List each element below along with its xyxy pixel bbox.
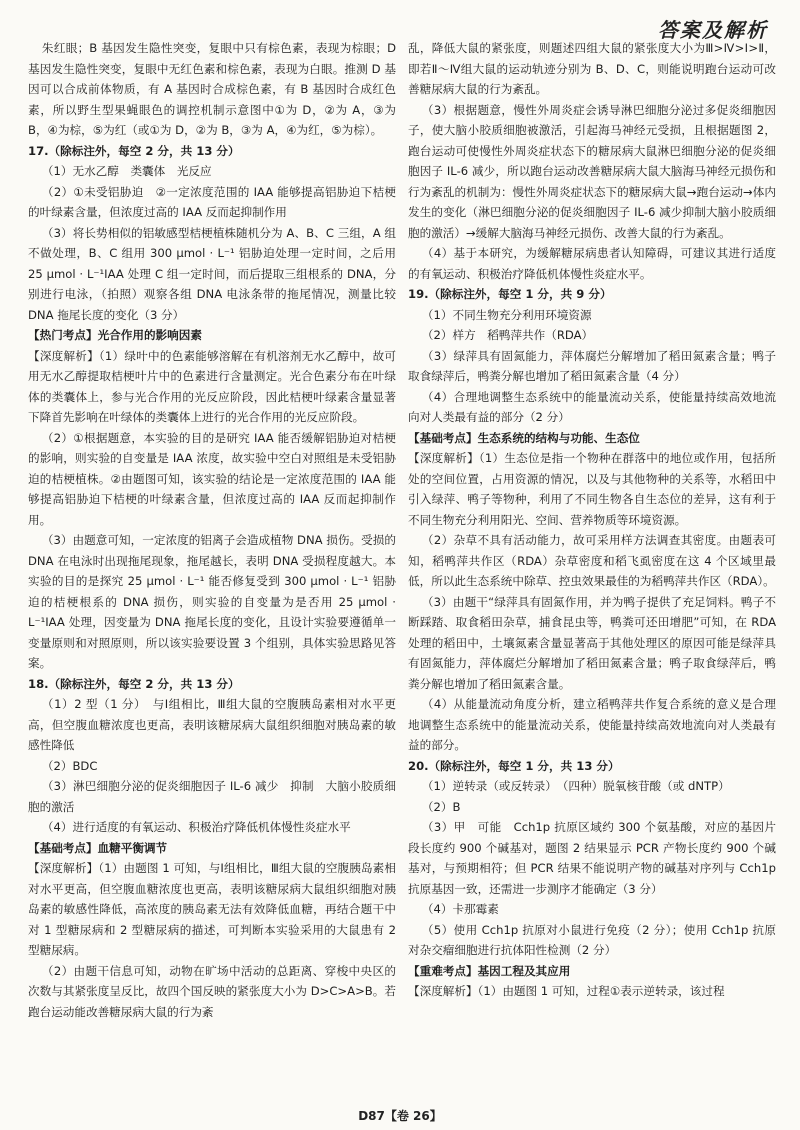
question-18-heading: 18.（除标注外，每空 2 分，共 13 分） <box>28 676 240 691</box>
answer-line: （4）合理地调整生态系统中的能量流动关系，使能量持续高效地流向对人类最有益的部分（2 分） <box>408 389 776 424</box>
answer-line: （3）绿萍具有固氮能力，萍体腐烂分解增加了稻田氮素含量；鸭子取食绿萍后，鸭粪分解也增加了稻田氮素含量（4 分） <box>408 348 776 383</box>
answer-line: （2）①未受铝胁迫 ②一定浓度范围的 IAA 能够提高铝胁迫下桔梗的叶绿素含量，但浓度过高的 IAA 反而起抑制作用 <box>28 184 396 219</box>
left-column <box>28 38 396 1022</box>
answer-line: （1）无水乙醇 类囊体 光反应 <box>41 164 212 178</box>
answer-line: （1）逆转录（或反转录） （四种）脱氧核苷酸（或 dNTP） <box>421 779 730 793</box>
analysis-paragraph: （4）从能量流动角度分析，建立稻鸭萍共作复合系统的意义是合理地调整生态系统中的能量流动关系，使能量持续高效地流向对人类最有益的部分。 <box>408 697 776 752</box>
answer-line: （3）甲 可能 Cch1p 抗原区域约 300 个氨基酸，对应的基因片段长度约 900 个碱基对，题图 2 结果显示 PCR 产物长度约 900 个碱基对，与预期相符；但 PCR 结果不能说明产物的碱基对序列与 Cch1p 抗原基因一致，还需进一步测序才能确定（3 分） <box>408 820 776 896</box>
key-point-tag: 【重难考点】基因工程及其应用 <box>408 963 571 978</box>
analysis-paragraph: （3）由题意可知，一定浓度的铝离子会造成植物 DNA 损伤。受损的 DNA 在电泳时出现拖尾现象，拖尾越长，表明 DNA 受损程度越大。本实验的目的是探究 25 μmol · L⁻¹ 能否修复受到 300 μmol · L⁻¹ 铝胁迫的桔梗根系的 DNA 损伤，则实验的自变量为是否用 25 μmol · L⁻¹IAA 处理，因变量为 DNA 拖尾长度的变化，且设计实验要遵循单一变量原则和对照原则，所以该实验要设置 3 个组别，具体实验思路见答案。 <box>28 533 396 670</box>
question-20-heading: 20.（除标注外，每空 1 分，共 13 分） <box>408 758 620 773</box>
paragraph: 朱红眼；B 基因发生隐性突变，复眼中只有棕色素，表现为棕眼；D 基因发生隐性突变，复眼中无红色素和棕色素，表现为白眼。推测 D 基因可以合成前体物质，有 A 基因时合成棕色素，有 B 基因时合成红色素，所以野生型果蝇眼色的调控机制示意图中①为 D，②为 A，③为 B，④为棕，⑤为红（或①为 D，②为 B，③为 A，④为红，⑤为棕）。 <box>28 41 396 137</box>
key-point-tag: 【热门考点】光合作用的影响因素 <box>28 328 202 342</box>
analysis-paragraph: 【深度解析】（1）由题图 1 可知，过程①表示逆转录，该过程 <box>408 984 725 998</box>
key-point-tag: 【基础考点】生态系统的结构与功能、生态位 <box>408 430 640 445</box>
right-column <box>408 38 776 1002</box>
page-number: D87【卷 26】 <box>358 1109 442 1123</box>
answer-line: （1）2 型（1 分） 与Ⅰ组相比，Ⅲ组大鼠的空腹胰岛素相对水平更高，但空腹血糖浓度也更高，表明该糖尿病大鼠组织细胞对胰岛素的敏感性降低 <box>28 697 396 752</box>
answer-line: （2）样方 稻鸭萍共作（RDA） <box>421 328 594 342</box>
answer-line: （4）进行适度的有氧运动、积极治疗降低机体慢性炎症水平 <box>41 820 351 834</box>
analysis-paragraph: 【深度解析】（1）由题图 1 可知，与Ⅰ组相比，Ⅲ组大鼠的空腹胰岛素相对水平更高，但空腹血糖浓度也更高，表明该糖尿病大鼠组织细胞对胰岛素的敏感性降低，高浓度的胰岛素无法有效降低血糖，再结合题干中对 1 型糖尿病和 2 型糖尿病的描述，可判断本实验采用的大鼠患有 2 型糖尿病。 <box>28 861 396 957</box>
analysis-paragraph: （2）由题干信息可知，动物在旷场中活动的总距离、穿梭中央区的次数与其紧张度呈反比，故四个国反映的紧张度大小为 D>C>A>B。若跑台运动能改善糖尿病大鼠的行为紊 <box>28 963 396 1019</box>
analysis-paragraph: （3）由题干“绿萍具有固氮作用，并为鸭子提供了充足饲料。鸭子不断踩踏、取食稻田杂草，捕食昆虫等，鸭粪可还田增肥”可知，在 RDA 处理的稻田中，土壤氮素含量显著高于其他处理区的原因可能是绿萍具有固氮能力，萍体腐烂分解增加了稻田氮素含量；鸭子取食绿萍后，鸭粪分解也增加了稻田氮素含量。 <box>408 594 776 691</box>
answer-line: （5）使用 Cch1p 抗原对小鼠进行免疫（2 分）；使用 Cch1p 抗原对杂交瘤细胞进行抗体阳性检测（2 分） <box>408 922 776 957</box>
answer-line: （3）淋巴细胞分泌的促炎细胞因子 IL-6 减少 抑制 大脑小胶质细胞的激活 <box>28 779 396 814</box>
analysis-paragraph: 【深度解析】（1）生态位是指一个物种在群落中的地位或作用，包括所处的空间位置，占用资源的情况，以及与其他物种的关系等，水稻田中引入绿萍、鸭子等物种，利用了不同生物各自生态位的差异，这有利于不同生物充分利用阳光、空间、营养物质等环境资源。 <box>408 451 776 527</box>
answer-line: （2）B <box>421 799 461 814</box>
header-title: 答案及解析 <box>658 18 768 42</box>
answer-line: （1）不同生物充分利用环境资源 <box>421 307 592 322</box>
key-point-tag: 【基础考点】血糖平衡调节 <box>28 840 168 855</box>
question-19-heading: 19.（除标注外，每空 1 分，共 9 分） <box>408 287 612 301</box>
answer-line: （2）BDC <box>41 758 98 773</box>
analysis-paragraph: 【深度解析】（1）绿叶中的色素能够溶解在有机溶剂无水乙醇中，故可用无水乙醇提取桔梗叶片中的色素进行含量测定。光合色素分布在叶绿体的类囊体上，参与光合作用的光反应阶段，因此桔梗叶绿素含量显著下降首先影响在叶绿体的类囊体上进行的光合作用的光反应阶段。 <box>28 348 396 424</box>
analysis-paragraph: （4）基于本研究，为缓解糖尿病患者认知障碍，可建议其进行适度的有氧运动、积极治疗降低机体慢性炎症水平。 <box>408 246 776 281</box>
analysis-paragraph: （2）杂草不具有活动能力，故可采用样方法调查其密度。由题表可知，稻鸭萍共作区（RDA）杂草密度和稻飞虱密度在这 4 个区域里最低，所以此生态系统中除草、控虫效果最佳的为稻鸭萍共作区（RDA）。 <box>408 533 776 588</box>
analysis-paragraph: （2）①根据题意，本实验的目的是研究 IAA 能否缓解铝胁迫对桔梗的影响，则实验的自变量是 IAA 浓度，故实验中空白对照组是未受铝胁迫的桔梗植株。②由题图可知，该实验的结论是一定浓度范围的 IAA 能够提高铝胁迫下桔梗的叶绿素含量，但浓度过高的 IAA 反而起抑制作用。 <box>28 430 396 527</box>
analysis-paragraph: （3）根据题意，慢性外周炎症会诱导淋巴细胞分泌过多促炎细胞因子，使大脑小胶质细胞被激活，引起海马神经元受损，且根据题图 2，跑台运动可使慢性外周炎症状态下的糖尿病大鼠淋巴细胞分泌的促炎细胞因子 IL-6 减少，所以跑台运动改善糖尿病大鼠大脑海马神经元损伤和行为紊乱的机制为：慢性外周炎症状态下的糖尿病大鼠→跑台运动→体内发生的变化（淋巴细胞分泌的促炎细胞因子 IL-6 减少抑制大脑小胶质细胞的激活）→缓解大脑海马神经元损伤、改善大鼠的行为紊乱。 <box>408 102 776 240</box>
answer-line: （4）卡那霉素 <box>421 902 499 916</box>
analysis-paragraph: 乱，降低大鼠的紧张度，则题述四组大鼠的紧张度大小为Ⅲ>Ⅳ>Ⅰ>Ⅱ，即若Ⅱ～Ⅳ组大鼠的运动轨迹分别为 B、D、C，则能说明跑台运动可改善糖尿病大鼠的行为紊乱。 <box>408 41 776 96</box>
answer-line: （3）将长势相似的铝敏感型桔梗植株随机分为 A、B、C 三组，A 组不做处理，B、C 组用 300 μmol · L⁻¹ 铝胁迫处理一定时间，之后用 25 μmol · L⁻¹IAA 处理 C 组一定时间，而后提取三组根系的 DNA，分别进行电泳，（拍照）观察各组 DNA 电泳条带的拖尾情况，测量比较 DNA 拖尾长度的变化（3 分） <box>28 225 396 322</box>
question-17-heading: 17.（除标注外，每空 2 分，共 13 分） <box>28 143 240 158</box>
